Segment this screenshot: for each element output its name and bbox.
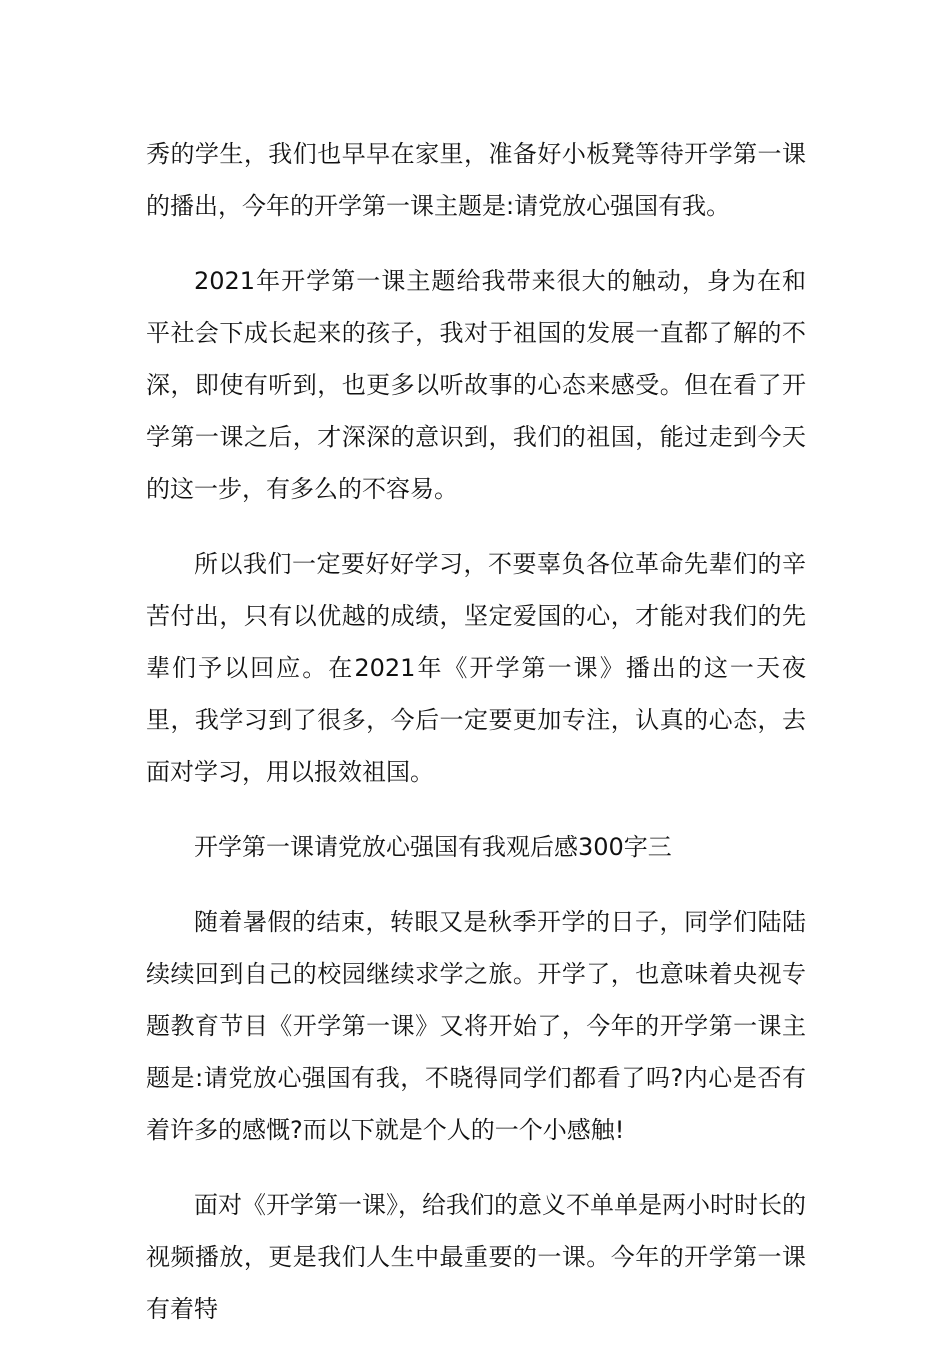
section-heading: 开学第一课请党放心强国有我观后感300字三 bbox=[194, 833, 672, 861]
paragraph-continued: 秀的学生，我们也早早在家里，准备好小板凳等待开学第一课的播出，今年的开学第一课主题是:请党放心强国有我。 bbox=[146, 140, 806, 220]
paragraph: 2021年开学第一课主题给我带来很大的触动，身为在和平社会下成长起来的孩子，我对于祖国的发展一直都了解的不深，即使有听到，也更多以听故事的心态来感受。但在看了开学第一课之后，才深深的意识到，我们的祖国，能过走到今天的这一步，有多么的不容易。 bbox=[146, 267, 806, 503]
paragraph: 面对《开学第一课》，给我们的意义不单单是两小时时长的视频播放，更是我们人生中最重要的一课。今年的开学第一课有着特 bbox=[146, 1191, 806, 1323]
paragraph: 所以我们一定要好好学习，不要辜负各位革命先辈们的辛苦付出，只有以优越的成绩，坚定爱国的心，才能对我们的先辈们予以回应。在2021年《开学第一课》播出的这一天夜里，我学习到了很多，今后一定要更加专注，认真的心态，去面对学习，用以报效祖国。 bbox=[146, 550, 806, 786]
paragraph: 随着暑假的结束，转眼又是秋季开学的日子，同学们陆陆续续回到自己的校园继续求学之旅。开学了，也意味着央视专题教育节目《开学第一课》又将开始了，今年的开学第一课主题是:请党放心强国有我，不晓得同学们都看了吗?内心是否有着许多的感慨?而以下就是个人的一个小感触! bbox=[146, 908, 806, 1144]
document-body bbox=[146, 128, 806, 1358]
